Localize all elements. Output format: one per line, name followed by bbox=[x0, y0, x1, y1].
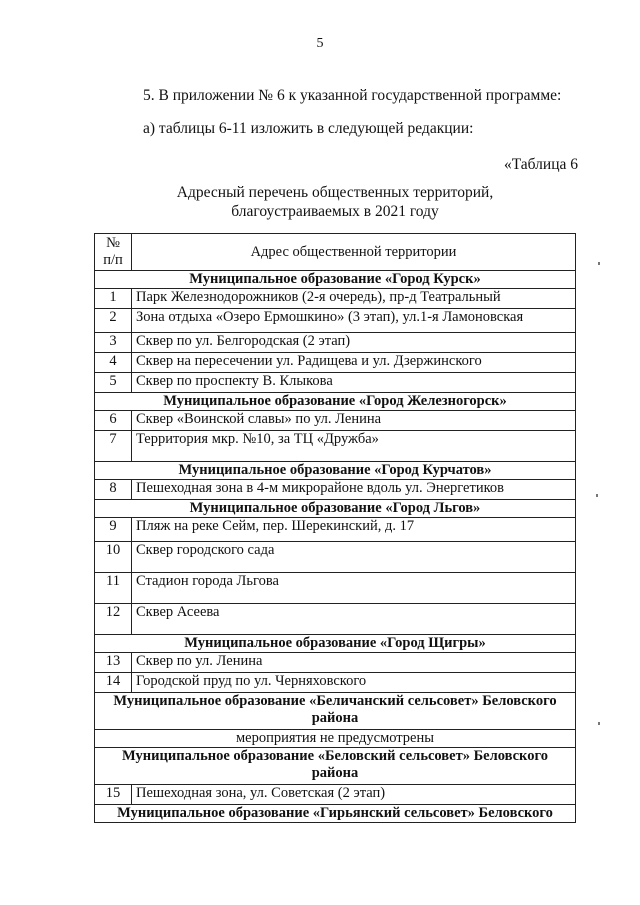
row-number: 10 bbox=[95, 542, 132, 573]
municipality-heading: Муниципальное образование «Беловский сельсовет» Беловского района bbox=[95, 748, 576, 785]
table-body bbox=[95, 271, 576, 823]
table-row bbox=[95, 480, 576, 500]
row-number: 9 bbox=[95, 518, 132, 542]
row-address: Территория мкр. №10, за ТЦ «Дружба» bbox=[132, 431, 576, 462]
table-row bbox=[95, 542, 576, 573]
row-address: Сквер по ул. Белгородская (2 этап) bbox=[132, 333, 576, 353]
table-row bbox=[95, 518, 576, 542]
header-number: № п/п bbox=[95, 234, 132, 271]
table-title-line-2: благоустраиваемых в 2021 году bbox=[231, 203, 439, 220]
section-row bbox=[95, 693, 576, 730]
row-address: Стадион города Льгова bbox=[132, 573, 576, 604]
row-address: Сквер «Воинской славы» по ул. Ленина bbox=[132, 411, 576, 431]
paragraph-amendment: 5. В приложении № 6 к указанной государственной программе: bbox=[143, 87, 562, 104]
scan-speck bbox=[598, 262, 600, 265]
municipality-heading: Муниципальное образование «Город Льгов» bbox=[95, 500, 576, 518]
municipality-heading: Муниципальное образование «Беличанский сельсовет» Беловского района bbox=[95, 693, 576, 730]
note-text: мероприятия не предусмотрены bbox=[95, 730, 576, 748]
table-row bbox=[95, 573, 576, 604]
note-row bbox=[95, 730, 576, 748]
table-row bbox=[95, 673, 576, 693]
row-address: Городской пруд по ул. Черняховского bbox=[132, 673, 576, 693]
table-row bbox=[95, 289, 576, 309]
table-title-line-1: Адресный перечень общественных территорий, bbox=[176, 184, 494, 201]
scan-speck bbox=[596, 494, 598, 497]
row-number: 3 bbox=[95, 333, 132, 353]
page-number: 5 bbox=[316, 36, 324, 51]
table-row bbox=[95, 411, 576, 431]
row-number: 12 bbox=[95, 604, 132, 635]
row-number: 15 bbox=[95, 785, 132, 805]
table-row bbox=[95, 309, 576, 333]
row-number: 14 bbox=[95, 673, 132, 693]
row-address: Пляж на реке Сейм, пер. Шерекинский, д. 17 bbox=[132, 518, 576, 542]
table-row bbox=[95, 653, 576, 673]
row-number: 6 bbox=[95, 411, 132, 431]
table-row bbox=[95, 431, 576, 462]
row-address: Парк Железнодорожников (2-я очередь), пр-д Театральный bbox=[132, 289, 576, 309]
table-row bbox=[95, 353, 576, 373]
section-row bbox=[95, 805, 576, 823]
row-address: Сквер городского сада bbox=[132, 542, 576, 573]
table-reference: «Таблица 6 bbox=[503, 156, 578, 173]
row-number: 1 bbox=[95, 289, 132, 309]
row-number: 7 bbox=[95, 431, 132, 462]
row-number: 8 bbox=[95, 480, 132, 500]
table-title bbox=[100, 183, 570, 221]
table-row bbox=[95, 604, 576, 635]
municipality-heading: Муниципальное образование «Город Курчатов» bbox=[95, 462, 576, 480]
row-address: Пешеходная зона, ул. Советская (2 этап) bbox=[132, 785, 576, 805]
row-number: 13 bbox=[95, 653, 132, 673]
table-row bbox=[95, 333, 576, 353]
row-address: Сквер на пересечении ул. Радищева и ул. Дзержинского bbox=[132, 353, 576, 373]
address-table bbox=[94, 233, 576, 823]
municipality-heading: Муниципальное образование «Город Железногорск» bbox=[95, 393, 576, 411]
header-address: Адрес общественной территории bbox=[132, 234, 576, 271]
section-row bbox=[95, 500, 576, 518]
row-number: 11 bbox=[95, 573, 132, 604]
section-row bbox=[95, 748, 576, 785]
row-number: 4 bbox=[95, 353, 132, 373]
row-address: Пешеходная зона в 4-м микрорайоне вдоль ул. Энергетиков bbox=[132, 480, 576, 500]
section-row bbox=[95, 462, 576, 480]
row-address: Зона отдыха «Озеро Ермошкино» (3 этап), ул.1-я Ламоновская bbox=[132, 309, 576, 333]
scan-speck bbox=[598, 722, 600, 725]
municipality-heading: Муниципальное образование «Город Курск» bbox=[95, 271, 576, 289]
section-row bbox=[95, 635, 576, 653]
paragraph-tables: а) таблицы 6-11 изложить в следующей редакции: bbox=[143, 120, 474, 137]
row-address: Сквер по проспекту В. Клыкова bbox=[132, 373, 576, 393]
municipality-heading: Муниципальное образование «Город Щигры» bbox=[95, 635, 576, 653]
table-row bbox=[95, 785, 576, 805]
municipality-heading: Муниципальное образование «Гирьянский сельсовет» Беловского bbox=[95, 805, 576, 823]
row-address: Сквер по ул. Ленина bbox=[132, 653, 576, 673]
row-number: 5 bbox=[95, 373, 132, 393]
section-row bbox=[95, 271, 576, 289]
row-number: 2 bbox=[95, 309, 132, 333]
row-address: Сквер Асеева bbox=[132, 604, 576, 635]
section-row bbox=[95, 393, 576, 411]
table-row bbox=[95, 373, 576, 393]
